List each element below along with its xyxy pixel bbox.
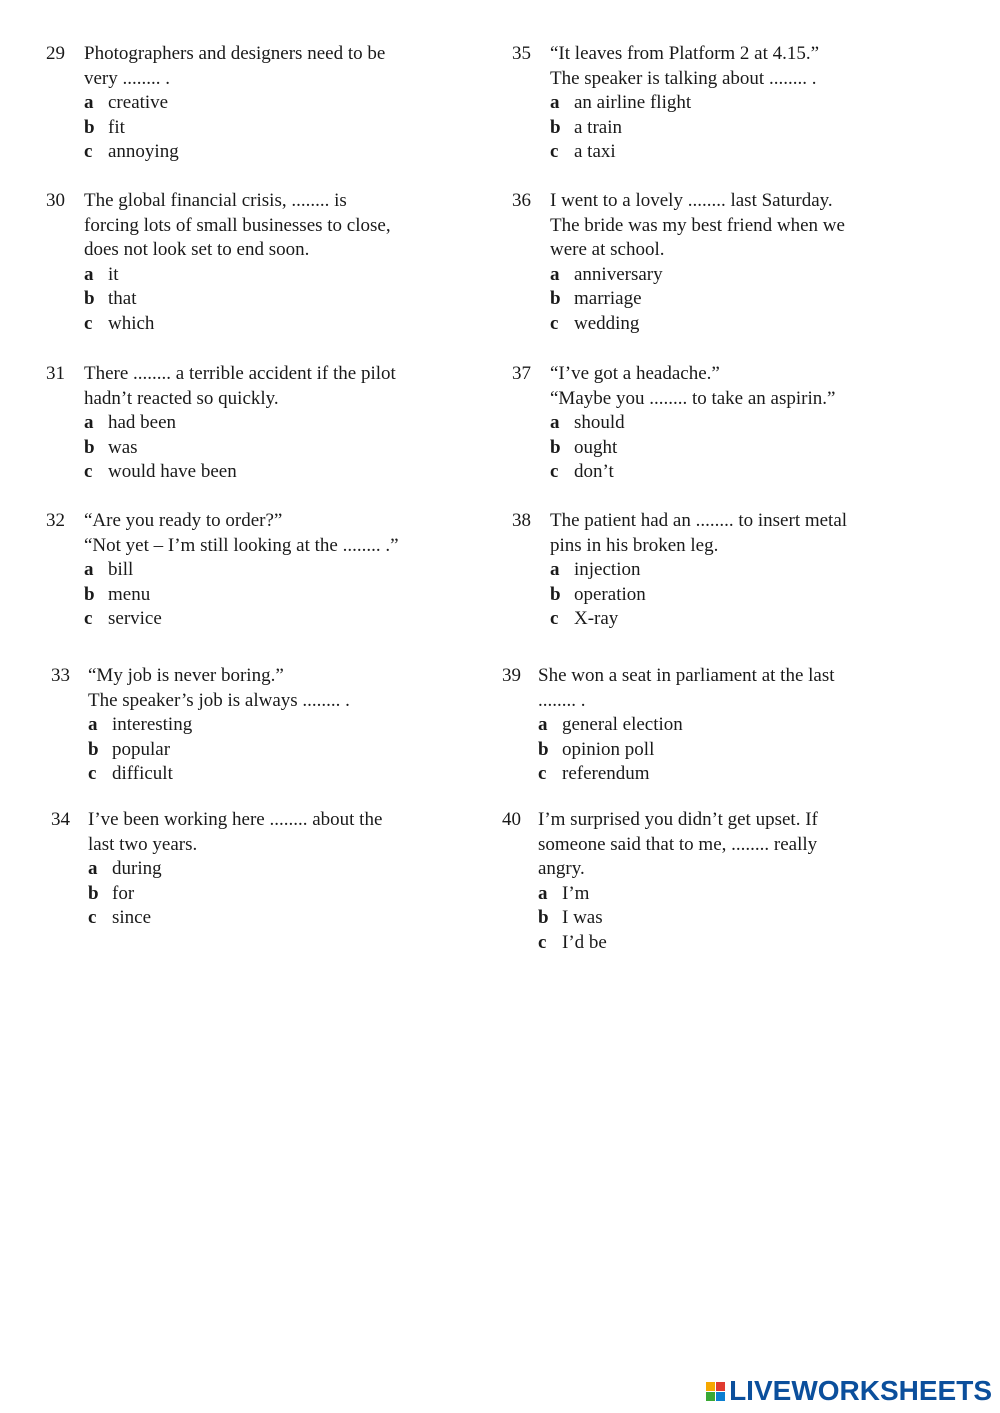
option-letter: c [550,608,559,629]
option-letter: b [550,116,561,138]
option-letter: c [550,461,559,482]
option-b[interactable] [538,906,818,931]
option-letter: b [550,583,561,605]
question-stem-line: I’m surprised you didn’t get upset. If [538,809,818,830]
question-number: 36 [512,190,531,211]
question-number: 39 [502,665,521,686]
option-letter: a [88,858,98,879]
question-stem-line: The patient had an ........ to insert metal [550,510,848,531]
option-letter: c [538,931,547,953]
question-stem-line: She won a seat in parliament at the last [538,665,835,686]
question-number: 37 [512,363,531,384]
question-stem-line: “Not yet – I’m still looking at the ........ .” [84,534,399,556]
option-c[interactable] [88,762,350,787]
question-stem-line: Photographers and designers need to be [84,43,386,64]
option-letter: b [550,436,561,458]
option-letter: a [538,714,548,735]
question-stem-line: were at school. [550,239,665,260]
option-text: interesting [112,714,193,735]
question-36 [512,189,845,336]
logo-square [706,1392,715,1401]
question-30 [46,189,391,336]
option-text: which [108,312,155,334]
question-stem-line: “I’ve got a headache.” [550,363,720,384]
option-letter: b [84,288,95,309]
option-b[interactable] [88,738,350,763]
question-number: 32 [46,510,65,531]
option-text: opinion poll [562,738,655,760]
liveworksheets-logo[interactable] [706,1375,992,1407]
option-letter: c [84,461,93,482]
option-a[interactable] [84,411,396,436]
option-c[interactable] [550,312,845,337]
option-text: injection [574,559,641,580]
question-37 [512,362,835,485]
option-b[interactable] [84,583,399,608]
option-text: was [108,436,138,458]
option-text: referendum [562,763,650,784]
option-text: a train [574,116,623,138]
option-c[interactable] [88,906,382,931]
option-text: general election [562,714,683,735]
option-letter: c [84,141,93,162]
option-letter: a [550,92,560,113]
option-letter: a [84,559,94,580]
option-a[interactable] [550,263,845,288]
question-number: 40 [502,809,521,830]
logo-square [716,1382,725,1391]
question-stem-line: There ........ a terrible accident if the pilot [84,363,396,384]
option-letter: b [550,288,561,309]
question-33 [51,664,350,787]
option-letter: a [538,882,548,904]
liveworksheets-logo-icon [706,1382,725,1401]
question-stem-line: “Are you ready to order?” [84,510,283,531]
question-32 [46,509,399,632]
question-29 [46,42,385,165]
question-stem-line: ........ . [538,689,586,711]
option-text: I was [562,907,603,928]
option-a[interactable] [84,558,399,583]
question-40 [502,808,818,955]
question-stem-line: I’ve been working here ........ about the [88,809,383,830]
option-c[interactable] [538,762,835,787]
option-text: during [112,858,162,879]
question-stem-line: angry. [538,858,585,879]
option-text: an airline flight [574,92,692,113]
option-text: annoying [108,141,179,162]
option-letter: a [550,263,560,285]
option-text: that [108,288,137,309]
question-stem-line: “Maybe you ........ to take an aspirin.” [550,387,836,409]
option-text: don’t [574,461,614,482]
logo-square [706,1382,715,1391]
option-a[interactable] [550,558,847,583]
option-text: fit [108,116,125,138]
option-text: creative [108,92,169,113]
question-38 [512,509,847,632]
option-letter: a [88,714,98,735]
question-31 [46,362,396,485]
question-stem-line: “It leaves from Platform 2 at 4.15.” [550,43,820,64]
option-b[interactable] [88,882,382,907]
option-text: difficult [112,763,173,784]
option-letter: c [550,312,559,334]
question-number: 34 [51,809,70,830]
question-number: 30 [46,190,65,211]
question-39 [502,664,835,787]
option-text: marriage [574,288,642,309]
option-a[interactable] [550,411,835,436]
option-b[interactable] [84,436,396,461]
question-stem-line: does not look set to end soon. [84,239,310,260]
option-letter: b [84,436,95,458]
question-stem-line: The global financial crisis, ........ is [84,190,347,211]
logo-text: LIVEWORKSHEETS [729,1375,992,1406]
option-text: ought [574,436,618,458]
option-a[interactable] [538,713,835,738]
question-stem-line: someone said that to me, ........ really [538,833,818,855]
option-letter: a [84,92,94,113]
option-a[interactable] [538,882,818,907]
option-letter: b [88,882,99,904]
option-letter: a [550,559,560,580]
option-text: X-ray [574,608,619,629]
question-stem-line: last two years. [88,833,198,855]
option-b[interactable] [550,116,819,141]
question-number: 35 [512,43,531,64]
option-text: should [574,412,625,433]
option-c[interactable] [550,607,847,632]
option-c[interactable] [550,140,819,165]
option-c[interactable] [84,140,385,165]
option-a[interactable] [550,91,819,116]
option-letter: c [550,141,559,162]
option-letter: a [84,263,94,285]
option-text: menu [108,583,151,605]
question-number: 33 [51,665,70,686]
question-number: 31 [46,363,65,384]
option-b[interactable] [550,287,845,312]
question-stem-line: very ........ . [84,67,171,89]
option-text: I’d be [562,931,607,953]
option-text: service [108,608,162,629]
option-text: had been [108,412,177,433]
option-letter: b [84,583,95,605]
option-a[interactable] [88,857,382,882]
question-stem-line: hadn’t reacted so quickly. [84,387,279,409]
option-text: a taxi [574,141,616,162]
question-stem-line: “My job is never boring.” [88,665,284,686]
option-text: popular [112,738,171,760]
option-letter: c [88,763,97,784]
option-a[interactable] [84,91,385,116]
option-c[interactable] [84,607,399,632]
option-text: for [112,882,135,904]
logo-square [716,1392,725,1401]
question-number: 29 [46,43,65,64]
option-letter: b [84,116,95,138]
question-stem-line: forcing lots of small businesses to close, [84,214,391,236]
option-c[interactable] [84,460,396,485]
option-text: I’m [562,882,590,904]
option-letter: c [538,763,547,784]
option-text: since [112,907,152,928]
option-b[interactable] [84,287,391,312]
option-text: wedding [574,312,640,334]
option-b[interactable] [538,738,835,763]
option-text: operation [574,583,646,605]
question-34 [51,808,382,931]
option-letter: a [84,412,94,433]
option-a[interactable] [88,713,350,738]
option-letter: b [538,738,549,760]
option-c[interactable] [538,931,818,956]
question-stem-line: The speaker’s job is always ........ . [88,689,350,711]
question-stem-line: The bride was my best friend when we [550,214,845,236]
option-letter: b [88,738,99,760]
question-35 [512,42,819,165]
option-letter: b [538,907,549,928]
option-a[interactable] [84,263,391,288]
option-text: it [108,263,119,285]
option-b[interactable] [84,116,385,141]
option-c[interactable] [550,460,835,485]
option-c[interactable] [84,312,391,337]
option-letter: c [88,907,97,928]
question-stem-line: pins in his broken leg. [550,534,719,556]
option-letter: a [550,412,560,433]
question-stem-line: The speaker is talking about ........ . [550,67,817,89]
option-letter: c [84,312,93,334]
option-letter: c [84,608,93,629]
option-text: anniversary [574,263,663,285]
option-text: bill [108,559,134,580]
question-number: 38 [512,510,531,531]
question-stem-line: I went to a lovely ........ last Saturday. [550,190,833,211]
option-b[interactable] [550,583,847,608]
option-text: would have been [108,461,237,482]
option-b[interactable] [550,436,835,461]
